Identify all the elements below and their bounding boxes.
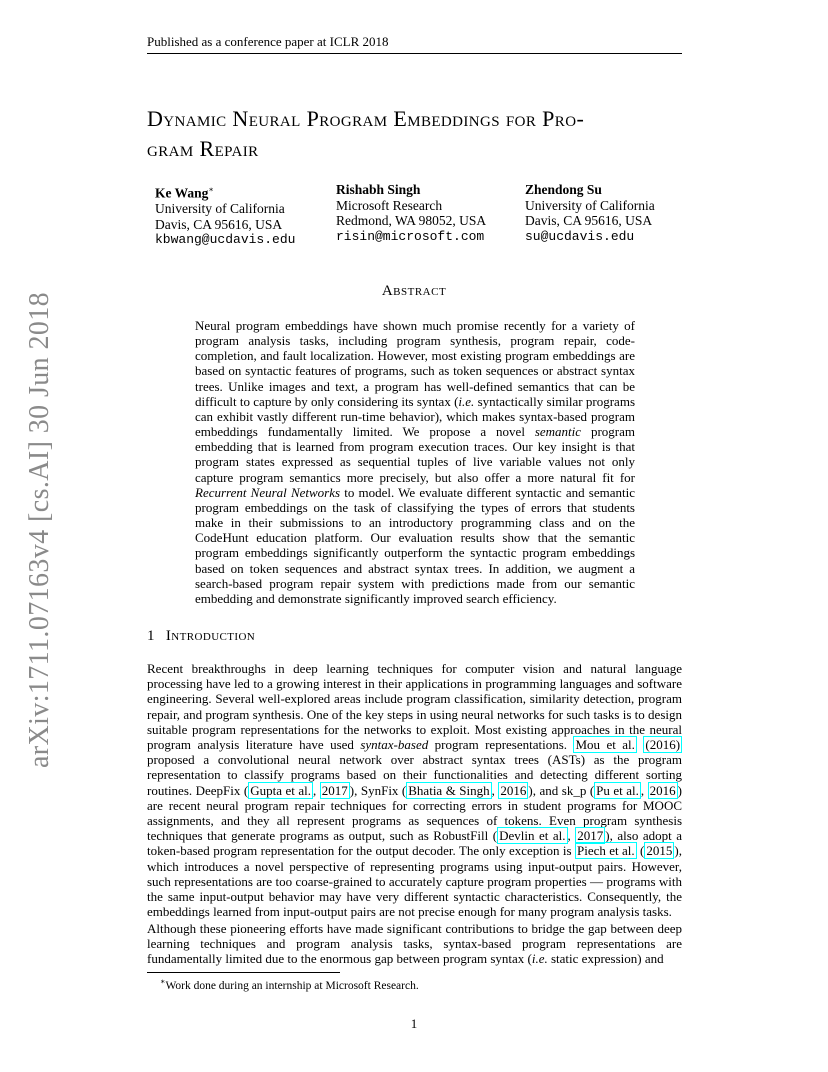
author-block-1 [155,182,295,248]
author-name: Rishabh Singh [336,182,421,197]
para-text: ), and sk_p ( [528,782,595,798]
author-name: Zhendong Su [525,182,602,197]
abstract-text: to model. We evaluate different syntactic and semantic program embeddings on the task of classifying the types of errors that students make in their submissions to an introductory programming class and on the CodeHunt education platform. Our evaluation results show that the semantic program embeddings significantly outperform the syntactic program embeddings based on token sequences and abstract syntax trees. In addition, we augment a search-based program repair system with predictions made from our semantic embedding and demonstrate significantly improved search efficiency. [195,484,635,606]
author-email: su@ucdavis.edu [525,228,635,244]
citation-link[interactable]: Gupta et al. [250,782,312,798]
citation-link[interactable]: 2017 [577,828,604,844]
citation-link[interactable]: 2016 [500,782,527,798]
abstract-rnn: Recurrent Neural Networks [195,484,341,500]
para-emph: i.e. [531,951,548,967]
author-affiliation: University of California [525,197,655,213]
footnote-rule [147,972,340,973]
citation-link[interactable]: 2016 [649,782,676,798]
para-text: static expression) and [547,951,664,967]
running-header: Published as a conference paper at ICLR 2018 [147,34,389,49]
abstract-ie: i.e. [458,393,475,409]
title-line-2: gram Repair [147,136,259,161]
abstract-heading: Abstract [381,283,447,299]
para-text: ), which introduces a novel perspective of representing programs using input-output pairs. However, such representations are too coarse-grained to accurately capture program properties — programs with the same input-output behavior may have very different syntactic characteristics. Consequently, the embeddings learned from input-output pairs are not precise enough for many program analysis tasks. [147,843,682,920]
author-address: Redmond, WA 98052, USA [336,213,487,228]
footnote-text: Work done during an internship at Microsoft Research. [165,979,419,992]
abstract-body [195,318,635,606]
para-text: ) are recent neural program repair techniques for correcting errors in student programs for MOOC assignments, and they all represent programs as sequences of tokens. Even program synthesis techniques that generate programs as output, such as RobustFill ( [147,782,682,844]
para-text: Recent breakthroughs in deep learning techniques for computer vision and natural language processing have led to a growing interest in their applications in programming languages and software engineering. Several well-explored areas include program classification, similarity detection, program repair, and program synthesis. One of the key steps in using neural networks for such tasks is to design suitable program representations for the networks to exploit. Most existing approaches in the neural program analysis literature have used [147,661,682,753]
author-address: Davis, CA 95616, USA [155,216,283,232]
abstract-text: program embedding that is learned from program execution traces. Our key insight is that program states expressed as sequential tuples of live variable values not only capture program semantics more precisely, but also offer a more natural fit for [195,424,635,485]
citation-link[interactable]: 2017 [321,782,348,798]
citation-link[interactable]: (2016) [645,737,681,753]
author-email: risin@microsoft.com [336,228,485,244]
intro-paragraph-2 [147,921,682,967]
abstract-text: Neural program embeddings have shown much promise recently for a variety of program analysis tasks, including program synthesis, program repair, code-completion, and fault localization. However, most existing program embeddings are based on syntactic features of programs, such as token sequences or abstract syntax trees. Unlike images and text, a program has well-defined semantics that can be difficult to capture by only considering its syntax ( [195,318,635,409]
footnote [160,977,419,992]
section-heading [147,628,255,645]
citation-link[interactable]: Pu et al. [596,782,639,798]
paper-title [147,104,692,164]
author-email: kbwang@ucdavis.edu [155,232,296,247]
author-block-2 [336,182,486,244]
abstract-text: syntactically similar programs can exhibit vastly different run-time behavior), which makes syntax-based program embeddings fundamentally limited. We propose a novel [195,393,635,440]
citation-link[interactable]: Piech et al. [576,843,635,859]
section-title: Introduction [165,628,256,644]
footnote-marker: ∗ [160,977,166,986]
author-affiliation: Microsoft Research [336,197,443,213]
para-text: ), also adopt a token-based program representation for the output decoder. The only exception is [147,828,683,859]
author-block-3 [525,182,655,244]
para-emph: syntax-based [360,737,429,753]
author-marker: ∗ [208,185,214,194]
para-text: , [491,782,499,798]
citation-link[interactable]: Bhatia & Singh [408,782,490,798]
header-rule [147,53,682,54]
citation-link[interactable]: 2015 [646,843,673,859]
para-text: proposed a convolutional neural network over abstract syntax trees (ASTs) as the program representation to classify programs based on their functionalities and detecting different sorting routines. DeepFix ( [147,752,682,798]
arxiv-margin-stamp: arXiv:1711.07163v4 [cs.AI] 30 Jun 2018 [24,291,55,769]
author-affiliation: University of California [155,201,285,216]
para-text: ( [636,843,645,859]
para-text: , [313,782,320,798]
page-number: 1 [410,1016,418,1031]
para-text: Although these pioneering efforts have made significant contributions to bridge the gap between deep learning techniques and program analysis tasks, syntax-based program representations are fundamentally limited due to the enormous gap between program syntax ( [147,921,682,967]
para-text: ), SynFix ( [349,782,407,798]
author-name: Ke Wang [155,185,209,201]
para-text: program representations. [428,737,574,753]
para-text: , [567,828,576,844]
section-number: 1 [147,628,155,644]
citation-link[interactable]: Mou et al. [575,737,635,753]
author-address: Davis, CA 95616, USA [525,213,653,228]
abstract-semantic: semantic [534,424,582,440]
para-text: , [640,782,648,798]
intro-paragraph-1 [147,661,682,919]
citation-link[interactable]: Devlin et al. [499,828,566,844]
title-line-1: Dynamic Neural Program Embeddings for Pro- [147,106,585,131]
